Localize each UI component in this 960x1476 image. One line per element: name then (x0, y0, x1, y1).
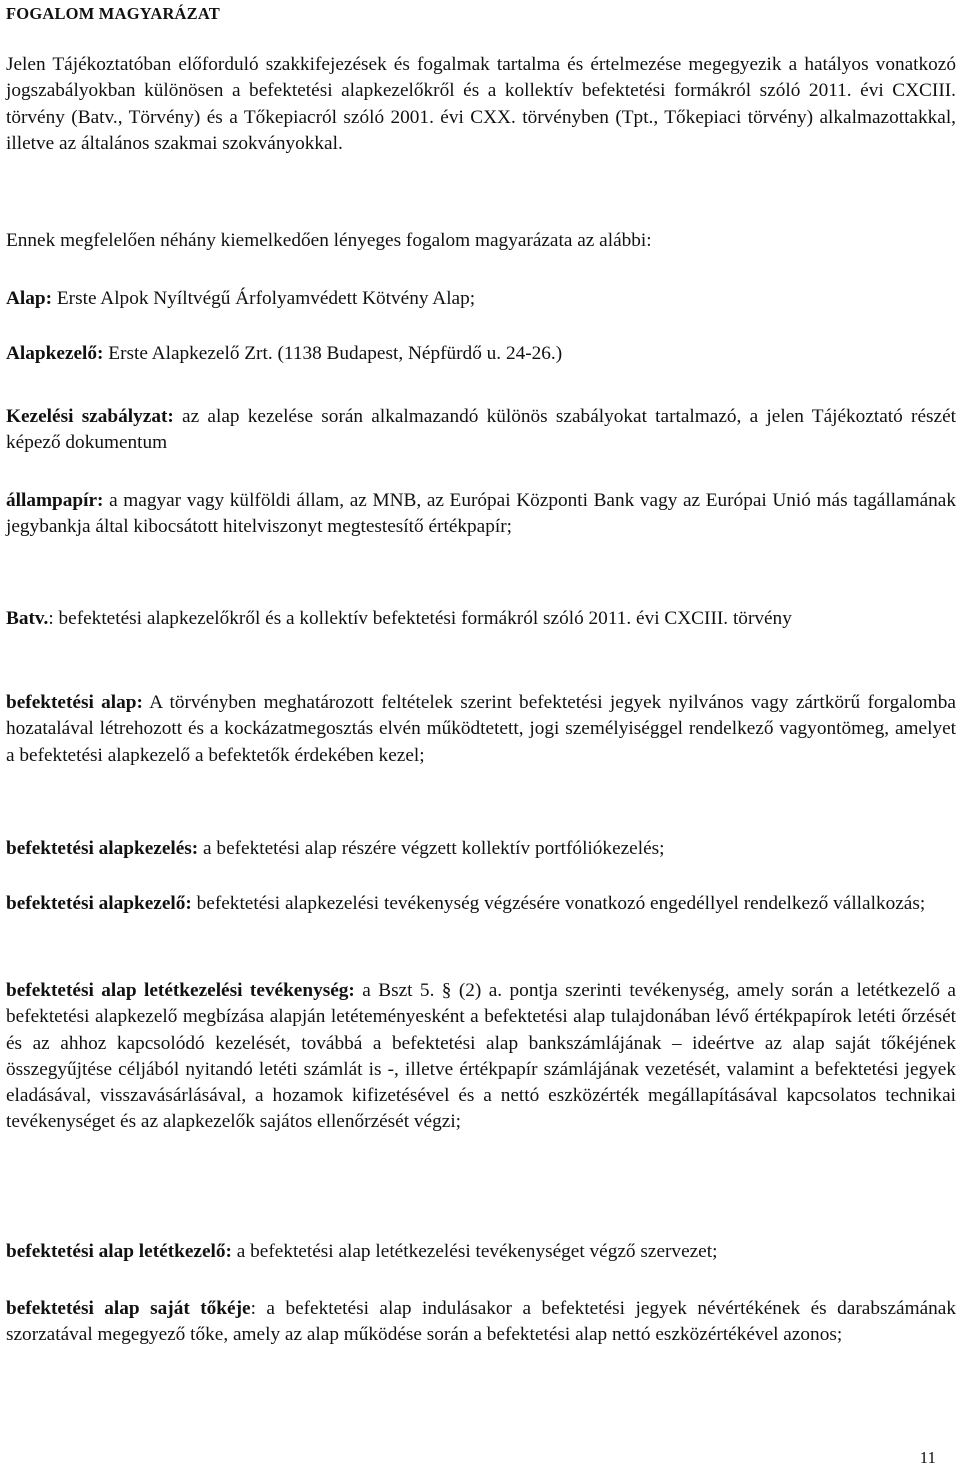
definition-text: : a befektetési alap indulásakor a befektetési jegyek névértékének és darabszámának szorzatával megegyező tőke, amely az alap működése során a befektetési alap nettó eszközértékével azonos; (6, 1298, 956, 1346)
definition-term: befektetési alap saját tőkéje (6, 1298, 251, 1319)
definition-letetkezelesi-tevekenyseg (6, 978, 956, 1136)
definition-term: Batv. (6, 608, 49, 629)
definition-batv (6, 606, 956, 632)
definition-sajat-toke (6, 1296, 956, 1349)
definition-text: Erste Alpok Nyíltvégű Árfolyamvédett Kötvény Alap; (52, 288, 476, 309)
definition-befektetesi-alapkezelo (6, 891, 956, 917)
definition-text: Erste Alapkezelő Zrt. (1138 Budapest, Népfürdő u. 24-26.) (103, 343, 563, 364)
page-number: 11 (919, 1448, 936, 1467)
definition-term: Kezelési szabályzat: (6, 406, 174, 427)
definition-term: Alap: (6, 288, 53, 309)
definition-text: befektetési alapkezelési tevékenység végzésére vonatkozó engedéllyel rendelkező vállalkozás; (191, 893, 926, 914)
lead-paragraph: Ennek megfelelően néhány kiemelkedően lényeges fogalom magyarázata az alábbi: (6, 230, 652, 251)
definition-term: befektetési alapkezelés: (6, 838, 199, 859)
definition-text: a magyar vagy külföldi állam, az MNB, az Európai Központi Bank vagy az Európai Unió más tagállamának jegybankja által kibocsátott hitelviszonyt megtestesítő értékpapír; (6, 490, 956, 538)
definition-befektetesi-alap (6, 690, 956, 769)
definition-letetkezelo (6, 1239, 956, 1265)
definition-text: a befektetési alap letétkezelési tevékenységet végző szervezet; (231, 1241, 718, 1262)
definition-term: befektetési alap letétkezelő: (6, 1241, 232, 1262)
intro-paragraph: Jelen Tájékoztatóban előforduló szakkifejezések és fogalmak tartalma és értelmezése megegyezik a hatályos vonatkozó jogszabályokban különösen a befektetési alapkezelőkről és a kollektív befektetési formákról szóló 2011. évi CXCIII. törvény (Batv., Törvény) és a Tőkepiacról szóló 2001. évi CXX. törvényben (Tpt., Tőkepiaci törvény) alkalmazottakkal, illetve az általános szakmai szokványokkal. (6, 54, 956, 154)
definition-text: a befektetési alap részére végzett kollektív portfóliókezelés; (198, 838, 665, 859)
definition-term: befektetési alapkezelő: (6, 893, 192, 914)
definition-allampapir (6, 488, 956, 541)
definition-term: állampapír: (6, 490, 104, 511)
definition-text: az alap kezelése során alkalmazandó különös szabályokat tartalmazó, a jelen Tájékoztató részét képező dokumentum (6, 406, 956, 454)
definition-term: Alapkezelő: (6, 343, 104, 364)
definition-text: a Bszt 5. § (2) a. pontja szerinti tevékenység, amely során a letétkezelő a befektetési alapkezelő megbízása alapján letéteményesként a befektetési alap tulajdonában lévő értékpapírok letéti őrzését és az ahhoz kapcsolódó kezelését, továbbá a befektetési alap bankszámlájának – ideértve az alap saját tőkéjének összegyűjtése céljából nyitandó letéti számlát is -, illetve értékpapír számlájának vezetését, valamint a befektetési jegyek eladásával, visszavásárlásával, a hozamok kifizetésével és a nettó eszközérték megállapításával kapcsolatos technikai tevékenységet és az alapkezelők sajátos ellenőrzését végzi; (6, 980, 956, 1133)
definition-alap (6, 286, 956, 312)
section-heading: FOGALOM MAGYARÁZAT (6, 4, 220, 23)
definition-term: befektetési alap: (6, 692, 143, 713)
definition-text: : befektetési alapkezelőkről és a kollektív befektetési formákról szóló 2011. évi CXCIII. törvény (48, 608, 792, 629)
definition-alapkezelo (6, 341, 956, 367)
definition-befektetesi-alapkezeles (6, 836, 956, 862)
definition-term: befektetési alap letétkezelési tevékenység: (6, 980, 355, 1001)
definition-kezelesi-szabalyzat (6, 404, 956, 457)
definition-text: A törvényben meghatározott feltételek szerint befektetési jegyek nyilvános vagy zártkörű forgalomba hozatalával létrehozott és a kockázatmegosztás elvén működtetett, jogi személyiséggel rendelkező vagyontömeg, amelyet a befektetési alapkezelő a befektetők érdekében kezel; (6, 692, 956, 766)
